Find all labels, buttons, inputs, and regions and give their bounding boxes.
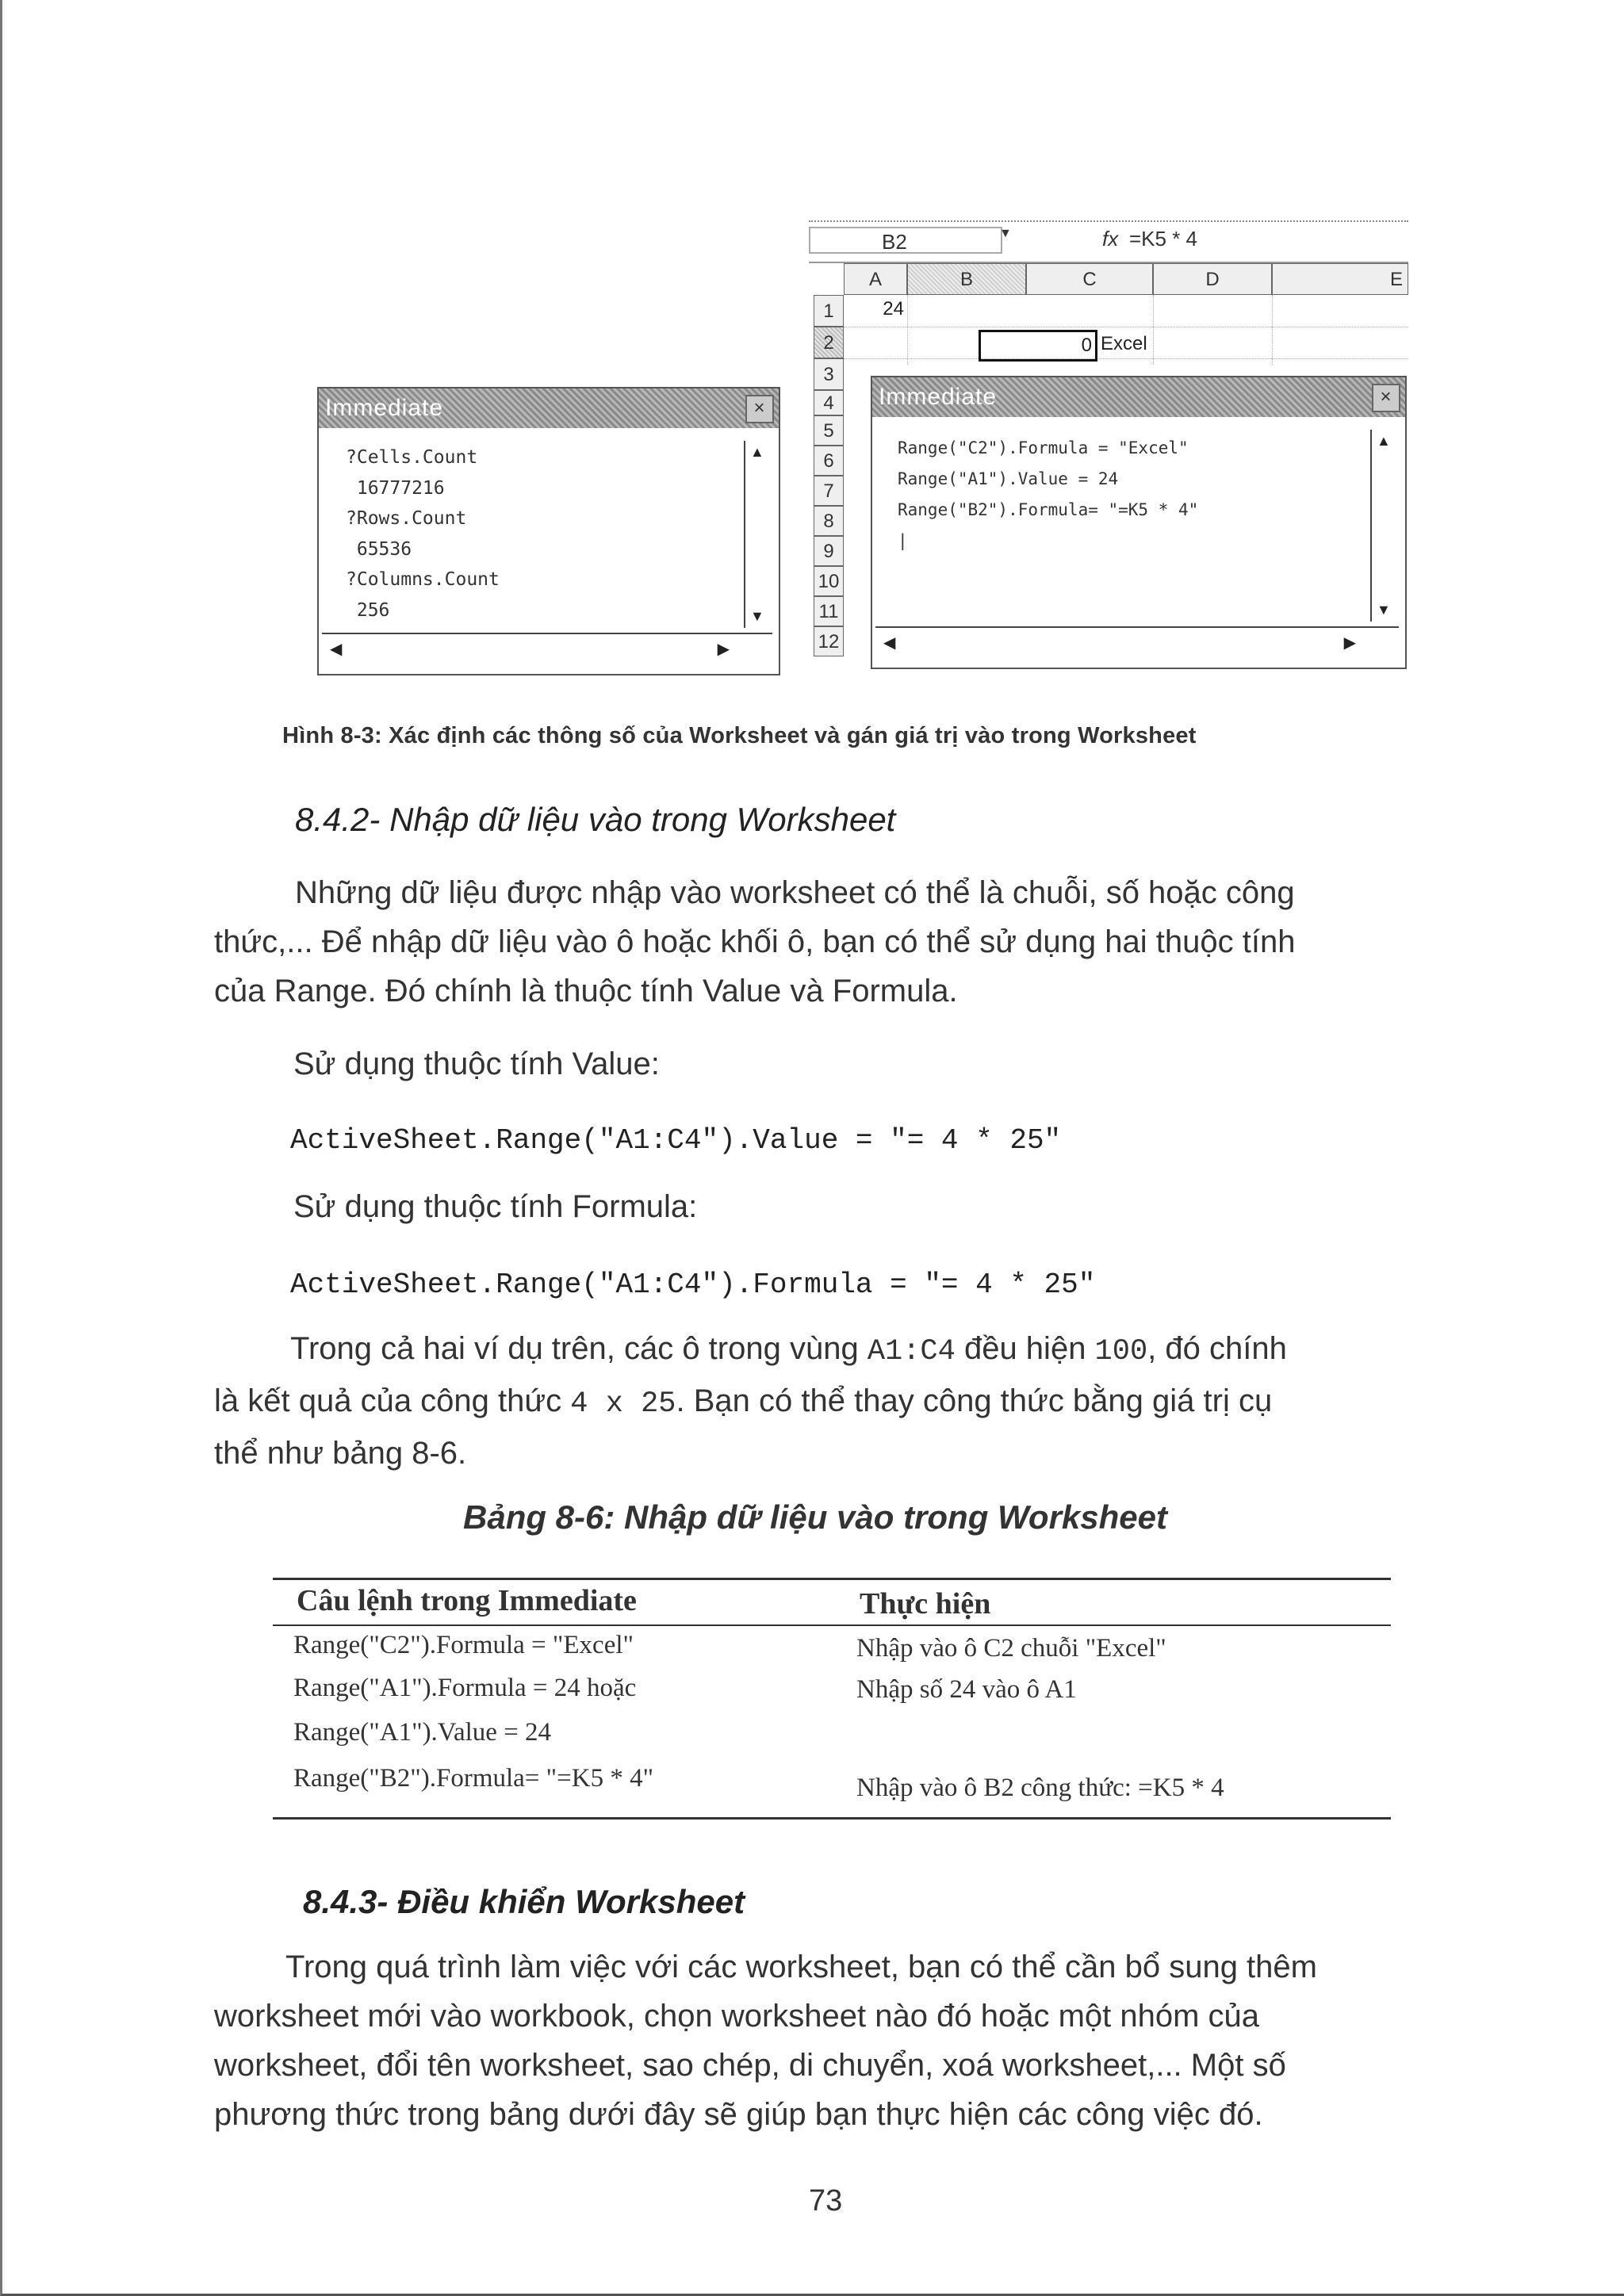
text-cursor: | xyxy=(898,531,908,550)
paragraph-line: Những dữ liệu được nhập vào worksheet có thể là chuỗi, số hoặc công xyxy=(295,875,1295,910)
formula-bar xyxy=(809,222,1408,263)
cell-command: Range("A1").Value = 24 xyxy=(293,1718,552,1747)
table-rule xyxy=(273,1817,1391,1820)
row-header[interactable]: 8 xyxy=(814,506,844,536)
scroll-up-icon[interactable]: ▲ xyxy=(1377,433,1391,449)
immediate-line: ?Columns.Count xyxy=(346,569,500,590)
cell-action: Nhập vào ô B2 công thức: =K5 * 4 xyxy=(856,1774,1224,1802)
header-command: Câu lệnh trong Immediate xyxy=(297,1584,637,1617)
column-header-e[interactable]: E xyxy=(1272,263,1408,295)
cell-c2[interactable]: Excel xyxy=(1101,333,1147,354)
close-icon[interactable]: × xyxy=(745,395,774,423)
row-header[interactable]: 7 xyxy=(814,476,844,506)
table-row xyxy=(273,1718,1391,1764)
scroll-left-icon[interactable]: ◀ xyxy=(883,634,896,652)
immediate-line: ?Cells.Count xyxy=(346,447,478,468)
scroll-down-icon[interactable]: ▼ xyxy=(750,608,764,624)
row-header[interactable]: 9 xyxy=(814,536,844,566)
vertical-scrollbar[interactable] xyxy=(1370,430,1399,622)
code-value: ActiveSheet.Range("A1:C4").Value = "= 4 * 25" xyxy=(290,1124,1062,1157)
text-run: , đó chính xyxy=(1147,1331,1287,1366)
text-run: là kết quả của công thức xyxy=(214,1383,571,1418)
column-header-b[interactable]: B xyxy=(907,263,1026,295)
text-run: đều hiện xyxy=(955,1331,1095,1366)
paragraph-line: của Range. Đó chính là thuộc tính Value và Formula. xyxy=(214,974,958,1008)
code-formula: ActiveSheet.Range("A1:C4").Formula = "= 4 * 25" xyxy=(290,1269,1096,1301)
paragraph-line: Trong quá trình làm việc với các worksheet, bạn có thể cần bổ sung thêm xyxy=(285,1950,1317,1984)
function-icon[interactable]: fx xyxy=(1102,227,1119,251)
text-run: Trong cả hai ví dụ trên, các ô trong vùng xyxy=(290,1331,868,1366)
paragraph-line xyxy=(214,1376,1287,1429)
row-header[interactable]: 1 xyxy=(814,295,844,327)
cell-a1[interactable]: 24 xyxy=(883,298,904,320)
scroll-right-icon[interactable]: ▶ xyxy=(1343,634,1356,652)
data-table xyxy=(273,1578,1391,1812)
immediate-title: Immediate xyxy=(879,384,998,410)
row-header[interactable]: 12 xyxy=(814,626,844,656)
cell-command: Range("C2").Formula = "Excel" xyxy=(293,1631,634,1659)
formula-input[interactable]: =K5 * 4 xyxy=(1129,227,1198,251)
cell-action: Nhập số 24 vào ô A1 xyxy=(856,1675,1077,1704)
paragraph-line: worksheet, đổi tên worksheet, sao chép, di chuyển, xoá worksheet,... Một số xyxy=(214,2048,1286,2083)
inline-code: A1:C4 xyxy=(867,1335,956,1368)
scroll-left-icon[interactable]: ◀ xyxy=(330,641,343,658)
row-header[interactable]: 2 xyxy=(814,327,844,358)
scroll-down-icon[interactable]: ▼ xyxy=(1377,602,1391,618)
paragraph xyxy=(214,1324,1287,1478)
immediate-line: 16777216 xyxy=(346,477,445,499)
inline-code: 4 x 25 xyxy=(570,1387,676,1421)
row-header[interactable]: 3 xyxy=(814,358,844,390)
paragraph xyxy=(214,1942,1317,2139)
paragraph xyxy=(214,868,1295,1016)
scroll-up-icon[interactable]: ▲ xyxy=(750,444,764,460)
vertical-scrollbar[interactable] xyxy=(744,441,772,628)
paragraph-line: phương thức trong bảng dưới đây sẽ giúp bạn thực hiện các công việc đó. xyxy=(214,2097,1263,2132)
table-header xyxy=(273,1580,1391,1626)
active-cell-b2[interactable]: 0 xyxy=(979,330,1097,362)
column-header-a[interactable]: A xyxy=(844,263,907,295)
immediate-line: Range("B2").Formula= "=K5 * 4" xyxy=(898,500,1199,519)
grid-line xyxy=(907,295,908,365)
table-caption: Bảng 8-6: Nhập dữ liệu vào trong Worksheet xyxy=(463,1498,1167,1536)
immediate-line: 256 xyxy=(346,599,390,621)
immediate-body[interactable] xyxy=(872,419,1405,668)
immediate-line: Range("A1").Value = 24 xyxy=(898,469,1119,488)
text-run: . Bạn có thể thay công thức bằng giá trị cụ xyxy=(676,1383,1273,1418)
horizontal-scrollbar[interactable] xyxy=(875,626,1399,664)
grid-line xyxy=(1153,295,1154,365)
table-row xyxy=(273,1626,1391,1674)
paragraph-line xyxy=(214,1324,1287,1376)
row-header[interactable]: 11 xyxy=(814,596,844,626)
immediate-window-right[interactable] xyxy=(871,376,1407,669)
row-header[interactable]: 10 xyxy=(814,566,844,596)
close-icon[interactable]: × xyxy=(1372,384,1400,412)
row-header[interactable]: 5 xyxy=(814,415,844,446)
immediate-window-left[interactable] xyxy=(317,387,780,675)
inline-code: 100 xyxy=(1094,1335,1148,1368)
immediate-line: ?Rows.Count xyxy=(346,508,467,529)
section-heading: 8.4.2- Nhập dữ liệu vào trong Worksheet xyxy=(295,801,896,838)
section-heading: 8.4.3- Điều khiển Worksheet xyxy=(303,1883,745,1920)
cell-command: Range("A1").Formula = 24 hoặc xyxy=(293,1674,637,1702)
scroll-right-icon[interactable]: ▶ xyxy=(717,641,730,658)
cell-action: Nhập vào ô C2 chuỗi "Excel" xyxy=(856,1634,1166,1663)
cell-command: Range("B2").Formula= "=K5 * 4" xyxy=(293,1764,654,1793)
formula-label: Sử dụng thuộc tính Formula: xyxy=(293,1189,698,1224)
table-row xyxy=(273,1764,1391,1812)
header-action: Thực hiện xyxy=(860,1587,991,1621)
immediate-body[interactable] xyxy=(319,430,779,674)
grid-line xyxy=(844,358,1408,359)
row-header[interactable]: 4 xyxy=(814,390,844,415)
immediate-output xyxy=(898,433,1198,557)
immediate-title-bar[interactable] xyxy=(319,388,779,428)
dropdown-icon[interactable]: ▼ xyxy=(999,227,1012,240)
column-header-c[interactable]: C xyxy=(1026,263,1153,295)
figure-caption: Hình 8-3: Xác định các thông số của Worksheet và gán giá trị vào trong Worksheet xyxy=(282,723,1197,748)
grid-line xyxy=(1272,295,1273,365)
immediate-output xyxy=(346,442,500,626)
horizontal-scrollbar[interactable] xyxy=(322,633,772,671)
immediate-title: Immediate xyxy=(325,395,444,421)
row-header[interactable]: 6 xyxy=(814,446,844,476)
paragraph-line: thức,... Để nhập dữ liệu vào ô hoặc khối ô, bạn có thể sử dụng hai thuộc tính xyxy=(214,924,1296,959)
paragraph-line: thể như bảng 8-6. xyxy=(214,1436,467,1471)
name-box[interactable]: B2 xyxy=(809,227,1002,254)
paragraph-line: worksheet mới vào workbook, chọn worksheet nào đó hoặc một nhóm của xyxy=(214,1999,1260,2034)
table-row xyxy=(273,1674,1391,1718)
value-label: Sử dụng thuộc tính Value: xyxy=(293,1047,660,1081)
immediate-line: Range("C2").Formula = "Excel" xyxy=(898,438,1189,457)
immediate-line: 65536 xyxy=(346,538,412,560)
column-header-d[interactable]: D xyxy=(1153,263,1272,295)
immediate-title-bar[interactable] xyxy=(872,377,1405,417)
page-number: 73 xyxy=(809,2184,843,2218)
